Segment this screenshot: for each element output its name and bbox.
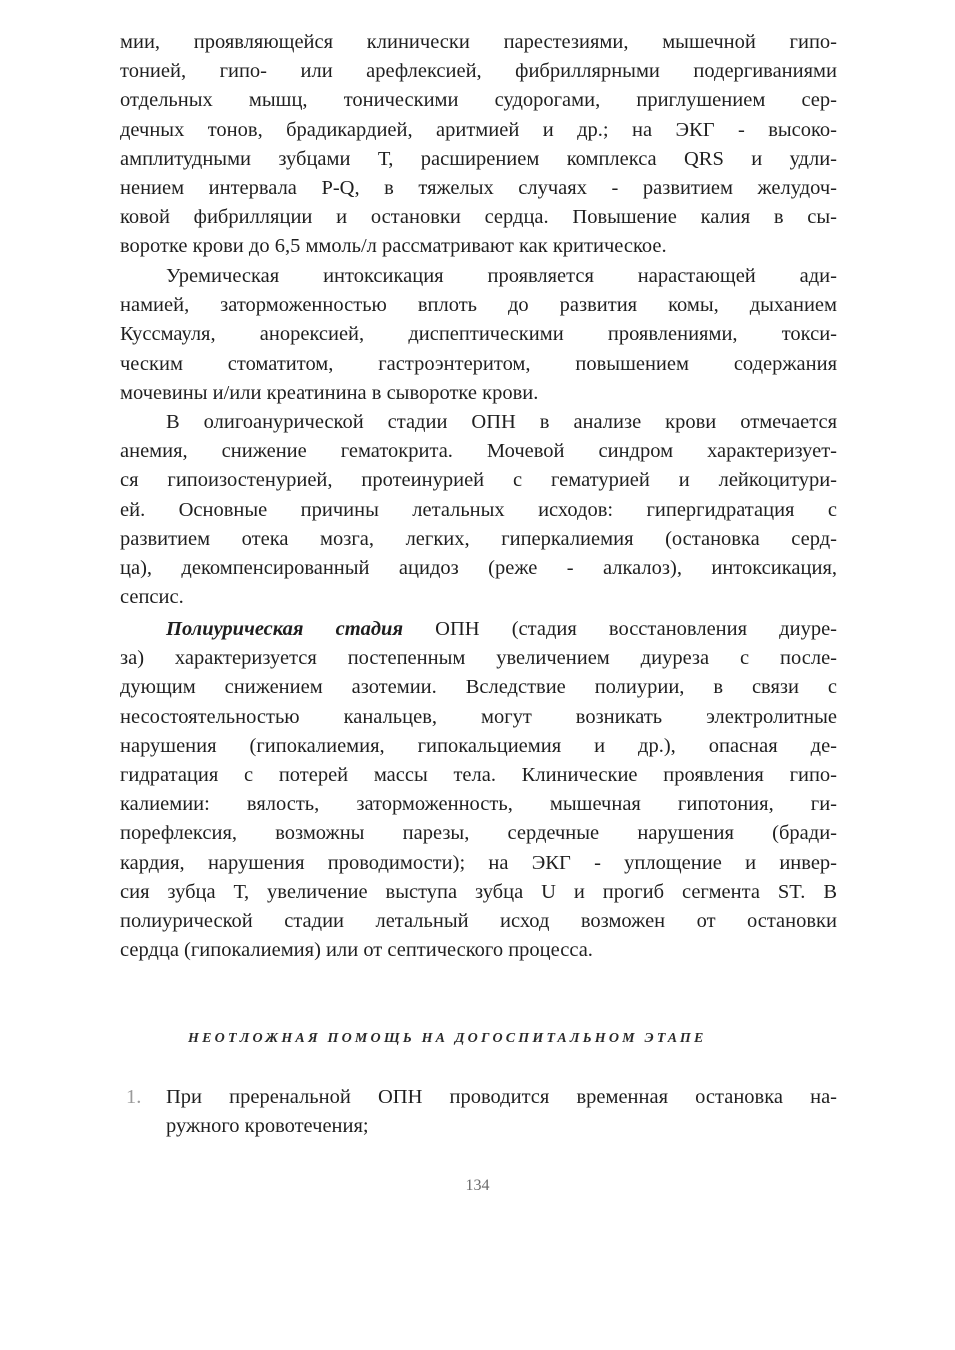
text-line: сепсис.	[120, 586, 184, 609]
text-line: ца), декомпенсированный ацидоз (реже - алкалоз), интоксикация,	[120, 556, 837, 579]
polyuric-stage-term: Полиурическая стадия	[166, 618, 404, 640]
text-line: сердца (гипокалиемия) или от септического процесса.	[120, 939, 593, 962]
text-line: Уремическая интоксикация проявляется нарастающей ади-	[166, 265, 837, 287]
list-item-number: 1.	[126, 1086, 142, 1108]
text-line: гидратация с потерей массы тела. Клинические проявления гипо-	[120, 763, 837, 786]
text-line: анемия, снижение гематокрита. Мочевой синдром характеризует-	[120, 440, 837, 463]
text-line: калиемии: вялость, заторможенность, мышечная гипотония, ги-	[120, 793, 837, 816]
text-line: амплитудными зубцами Т, расширением комплекса QRS и удли-	[120, 147, 837, 170]
text-line: ческим стоматитом, гастроэнтеритом, повышением содержания	[120, 352, 837, 375]
text-line: отдельных мышц, тоническими судорогами, приглушением сер-	[120, 89, 837, 112]
text-line: ружного кровотечения;	[166, 1115, 369, 1138]
text-line	[120, 615, 837, 644]
text-line: намией, заторможенностью вплоть до развития комы, дыханием	[120, 294, 837, 317]
text-fragment: ОПН (стадия восстановления диуре-	[403, 618, 837, 640]
text-line: ей. Основные причины летальных исходов: гипергидратация с	[120, 498, 837, 521]
text-line: При преренальной ОПН проводится временная остановка на-	[166, 1086, 837, 1108]
text-line: нарушения (гипокалиемия, гипокальциемия и др.), опасная де-	[120, 734, 837, 757]
text-line: мии, проявляющейся клинически парестезиями, мышечной гипо-	[120, 31, 837, 53]
text-line: Куссмауля, анорексией, диспептическими проявлениями, токси-	[120, 323, 837, 346]
paragraph-uremic-intoxication	[120, 262, 837, 408]
text-line: дующим снижением азотемии. Вследствие полиурии, в связи с	[120, 676, 837, 699]
paragraph-hyperkalemia	[120, 28, 837, 262]
text-line: кардия, нарушения проводимости); на ЭКГ - уплощение и инвер-	[120, 851, 837, 874]
text-line: полиурической стадии летальный исход возможен от остановки	[120, 909, 837, 932]
text-line: за) характеризуется постепенным увеличением диуреза с после-	[120, 647, 837, 670]
paragraph-oligoanuric-stage	[120, 408, 837, 612]
page-number: 134	[465, 1177, 490, 1194]
text-line: нением интервала P-Q, в тяжелых случаях - развитием желудоч-	[120, 176, 837, 199]
text-line: развитием отека мозга, легких, гиперкалиемия (остановка серд-	[120, 527, 837, 550]
text-line: порефлексия, возможны парезы, сердечные нарушения (бради-	[120, 822, 837, 845]
text-line: мочевины и/или креатинина в сыворотке крови.	[120, 381, 539, 404]
text-line: несостоятельностью канальцев, могут возникать электролитные	[120, 705, 837, 728]
list-item	[166, 1083, 837, 1141]
text-line: дечных тонов, брадикардией, аритмией и др.; на ЭКГ - высоко-	[120, 118, 837, 141]
paragraph-polyuric-stage	[120, 615, 837, 965]
text-line: В олигоанурической стадии ОПН в анализе крови отмечается	[166, 411, 837, 433]
section-heading: НЕОТЛОЖНАЯ ПОМОЩЬ НА ДОГОСПИТАЛЬНОМ ЭТАПЕ	[188, 1031, 707, 1046]
text-line: воротке крови до 6,5 ммоль/л рассматривают как критическое.	[120, 235, 667, 258]
text-line: ковой фибрилляции и остановки сердца. Повышение калия в сы-	[120, 206, 837, 229]
text-line: ся гипоизостенурией, протеинурией с гематурией и лейкоцитури-	[120, 469, 837, 492]
text-line: сия зубца Т, увеличение выступа зубца U и прогиб сегмента ST. В	[120, 880, 837, 903]
text-line: тонией, гипо- или арефлексией, фибриллярными подергиваниями	[120, 60, 837, 83]
